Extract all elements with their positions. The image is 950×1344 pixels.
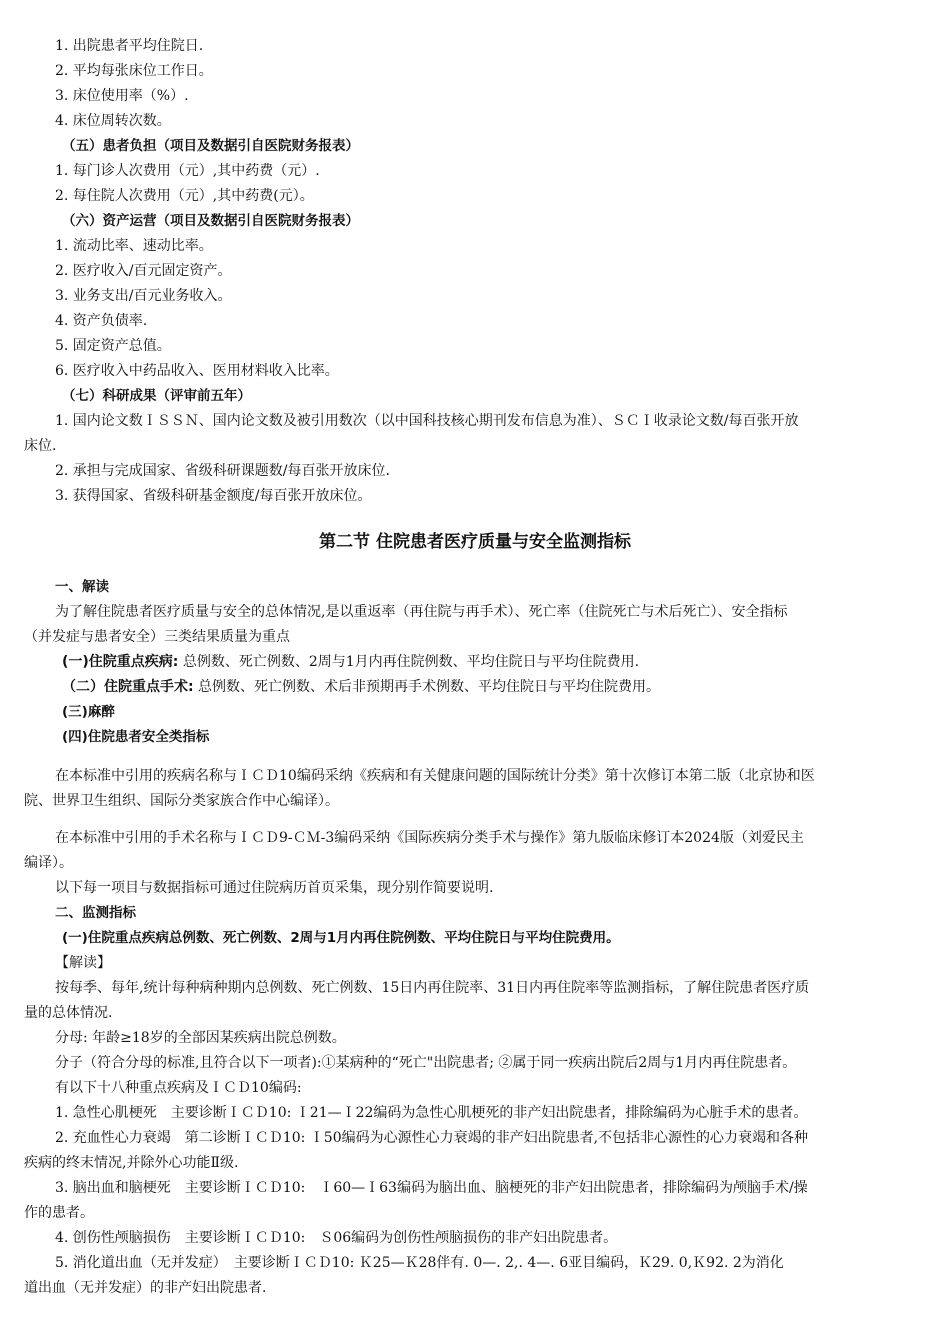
disease-item: 4. 创伤性颅脑损伤 主要诊断ＩＣＤ10: Ｓ06编码为创伤性颅脑损伤的非产妇出院患者。 (55, 1230, 618, 1246)
paragraph-continuation: 编译）。 (24, 855, 73, 871)
paragraph: 为了解住院患者医疗质量与安全的总体情况,是以重返率（再住院与再手术）、死亡率（住院死亡与术后死亡）、安全指标 (55, 604, 788, 620)
subsection-heading: (一)住院重点疾病总例数、死亡例数、2周与1月内再住院例数、平均住院日与平均住院费用。 (62, 930, 620, 946)
disease-item: 5. 消化道出血（无并发症） 主要诊断ＩＣＤ10: Ｋ25—Ｋ28伴有. 0—. 2,. 4—. 6亚目编码，Ｋ29. 0,Ｋ92. 2为消化 (55, 1255, 784, 1271)
disease-item-continuation: 道出血（无并发症）的非产妇出院患者. (24, 1280, 267, 1296)
section-title: 第二节 住院患者医疗质量与安全监测指标 (319, 532, 631, 552)
disease-item: 3. 脑出血和脑梗死 主要诊断ＩＣＤ10: Ｉ60—Ｉ63编码为脑出血、脑梗死的非产妇出院患者，排除编码为颅脑手术/操 (55, 1180, 808, 1196)
denominator-definition: 分母: 年龄≥18岁的全部因某疾病出院总例数。 (55, 1030, 346, 1046)
key-item-label: （二）住院重点手术: (62, 679, 194, 695)
paragraph: 在本标准中引用的手术名称与ＩＣＤ9-ＣＭ-3编码采纳《国际疾病分类手术与操作》第九版临床修订本2024版（刘爱民主 (55, 830, 804, 846)
list-item: 2. 承担与完成国家、省级科研课题数/每百张开放床位. (55, 463, 390, 479)
interpretation-label: 【解读】 (55, 955, 111, 971)
list-item: 1. 出院患者平均住院日. (55, 38, 204, 54)
list-item: 6. 医疗收入中药品收入、医用材料收入比率。 (55, 363, 339, 379)
paragraph: 以下每一项目与数据指标可通过住院病历首页采集，现分别作简要说明. (55, 880, 494, 896)
paragraph-continuation: 院、世界卫生组织、国际分类家族合作中心编译）。 (24, 793, 339, 809)
list-item: 1. 国内论文数ＩＳＳＮ、国内论文数及被引用数次（以中国科技核心期刊发布信息为准）、ＳＣＩ收录论文数/每百张开放 (55, 413, 799, 429)
paragraph-continuation: （并发症与患者安全）三类结果质量为重点 (24, 629, 290, 645)
list-item: 5. 固定资产总值。 (55, 338, 171, 354)
list-item: 4. 资产负债率. (55, 313, 148, 329)
key-item (62, 675, 926, 700)
paragraph-continuation: 量的总体情况. (24, 1005, 113, 1021)
subsection-heading: （七）科研成果（评审前五年） (62, 388, 251, 404)
paragraph: 按每季、每年,统计每种病种期内总例数、死亡例数、15日内再住院率、31日内再住院率等监测指标，了解住院患者医疗质 (55, 980, 810, 996)
key-item-text: 总例数、死亡例数、术后非预期再手术例数、平均住院日与平均住院费用。 (193, 679, 661, 695)
list-item: 2. 每住院人次费用（元）,其中药费(元）。 (55, 188, 314, 204)
key-item-label: (一)住院重点疾病: (62, 654, 179, 670)
subsection-heading: （六）资产运营（项目及数据引自医院财务报表） (62, 213, 359, 229)
heading: 二、监测指标 (55, 905, 136, 921)
heading: 一、解读 (55, 579, 109, 595)
key-item-label: (四)住院患者安全类指标 (62, 729, 210, 745)
key-item (62, 650, 926, 675)
subsection-heading: （五）患者负担（项目及数据引自医院财务报表） (62, 138, 359, 154)
key-item-text: 总例数、死亡例数、2周与1月内再住院例数、平均住院日与平均住院费用. (178, 654, 640, 670)
paragraph: 在本标准中引用的疾病名称与ＩＣＤ10编码采纳《疾病和有关健康问题的国际统计分类》第十次修订本第二版（北京协和医 (55, 768, 815, 784)
key-item-label: (三)麻醉 (62, 704, 115, 720)
paragraph: 有以下十八种重点疾病及ＩＣＤ10编码: (55, 1080, 302, 1096)
disease-item: 1. 急性心肌梗死 主要诊断ＩＣＤ10: Ｉ21—Ｉ22编码为急性心肌梗死的非产妇出院患者，排除编码为心脏手术的患者。 (55, 1105, 808, 1121)
list-item: 3. 业务支出/百元业务收入。 (55, 288, 232, 304)
list-item: 2. 医疗收入/百元固定资产。 (55, 263, 232, 279)
list-item: 3. 床位使用率（%）. (55, 88, 189, 104)
list-item: 1. 每门诊人次费用（元）,其中药费（元）. (55, 163, 320, 179)
list-item: 4. 床位周转次数。 (55, 113, 171, 129)
disease-item-continuation: 疾病的终末情况,并除外心功能Ⅱ级. (24, 1155, 239, 1171)
list-item: 2. 平均每张床位工作日。 (55, 63, 213, 79)
disease-item: 2. 充血性心力衰竭 第二诊断ＩＣＤ10: Ｉ50编码为心源性心力衰竭的非产妇出院患者,不包括非心源性的心力衰竭和各种 (55, 1130, 809, 1146)
list-item-continuation: 床位. (24, 438, 57, 454)
numerator-definition: 分子（符合分母的标准,且符合以下一项者):①某病种的“死亡"出院患者; ②属于同一疾病出院后2周与1月内再住院患者。 (55, 1055, 797, 1071)
list-item: 3. 获得国家、省级科研基金额度/每百张开放床位。 (55, 488, 372, 504)
disease-item-continuation: 作的患者。 (24, 1205, 94, 1221)
list-item: 1. 流动比率、速动比率。 (55, 238, 213, 254)
